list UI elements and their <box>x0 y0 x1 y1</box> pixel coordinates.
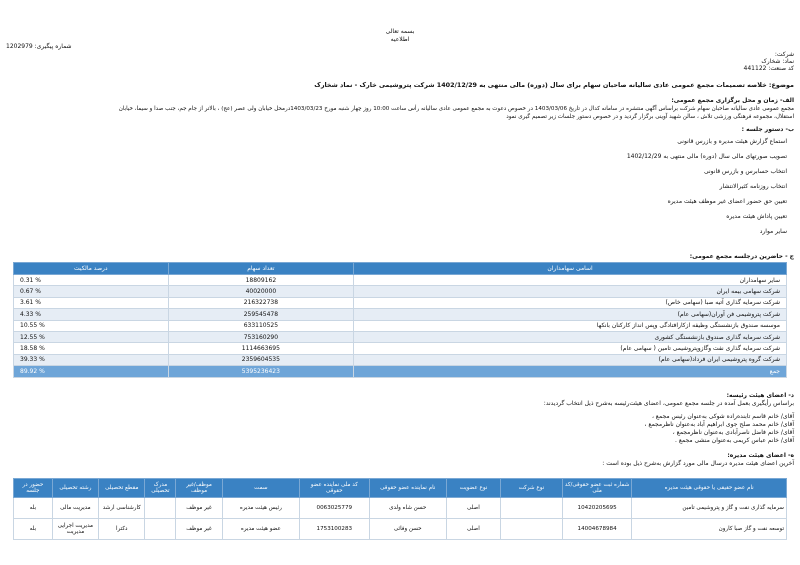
degree <box>145 519 176 540</box>
shareholder-name: سایر سهامداران <box>354 275 787 286</box>
share-count: 18809162 <box>168 275 354 286</box>
total-ownership-percent: % 89.92 <box>14 366 169 377</box>
shareholder-name: شرکت سرمایه گذاری نفت وگازوپتروشیمی تامین ( سهامی عام) <box>354 343 787 354</box>
member-name: سرمایه گذاری نفت و گاز و پتروشیمی تامین <box>632 498 787 519</box>
table-row <box>14 519 787 540</box>
shareholder-name: شرکت سهامی بیمه ایران <box>354 286 787 297</box>
table-row <box>14 286 787 297</box>
ownership-percent: % 18.58 <box>14 343 169 354</box>
section-b-title: ب- دستور جلسه : <box>741 126 794 133</box>
col-company-type: نوع شرکت <box>501 479 563 498</box>
agenda-item: تعیین حق حضور اعضای غیر موظف هیئت مدیره <box>667 198 787 205</box>
agenda-item: استماع گزارش هیئت مدیره و بازرس قانونی <box>677 138 787 145</box>
col-attendance: حضور در جلسه <box>14 479 53 498</box>
col-ownership-percent: درصد مالکیت <box>14 263 169 275</box>
table-row <box>14 343 787 354</box>
industry-code: کد صنعت: 441122 <box>743 65 794 72</box>
representative-id: 0063025779 <box>300 498 370 519</box>
section-c-title: ج - حاضرین درجلسه مجمع عمومی: <box>689 253 794 260</box>
col-field-of-study: رشته تحصیلی <box>52 479 98 498</box>
table-row <box>14 320 787 331</box>
col-registration-number: شماره ثبت عضو حقوقی/کد ملی <box>562 479 632 498</box>
table-row <box>14 309 787 320</box>
share-count: 633110525 <box>168 320 354 331</box>
tracking-value: 1202979 <box>6 43 33 50</box>
position: رئیس هیئت مدیره <box>222 498 299 519</box>
col-member-name: نام عضو حقیقی یا حقوقی هیئت مدیره <box>632 479 787 498</box>
section-a-line1: مجمع عمومی عادی سالیانه صاحبان سهام شرکت براساس آگهی منتشره در سامانه کدال در تاریخ 1403/03/06 در خصوص دعوت به مجمع عمومی عادی سالیانه رأس ساعت 10:00 روز چهار شنبه مورخ 1403/03/23درمحل خیابان ولی عصر (عج) ، بالاتر از جام جم، جنب صدا و سیما، خیابان <box>118 106 794 112</box>
company-label: شرکت: <box>774 51 794 58</box>
col-membership-type: نوع عضویت <box>446 479 500 498</box>
table-row <box>14 297 787 308</box>
agenda-item: انتخاب روزنامه کثیرالانتشار <box>719 183 787 190</box>
field-of-study: مدیریت مالی <box>52 498 98 519</box>
presidium-member: آقای/ خانم محمد صلح جوی ابراهیم آباد به‌عنوان ناظرمجمع ، <box>644 421 794 428</box>
col-degree: مدرک تحصیلی <box>145 479 176 498</box>
section-e-intro: آخرین اعضای هیئت مدیره درسال مالی مورد گزارش به‌شرح ذیل بوده است : <box>602 460 794 467</box>
table-row <box>14 498 787 519</box>
shareholder-name: شرکت پتروشیمی فن آوران(سهامی عام) <box>354 309 787 320</box>
section-a-line2: استقلال، مجموعه فرهنگی ورزشی تلاش ، سالن شهید آوینی برگزار گردید و در خصوص دستور جلسات زیر تصمیم گیری نمود <box>506 114 794 120</box>
membership-type: اصلی <box>446 519 500 540</box>
share-count: 753160290 <box>168 331 354 342</box>
membership-type: اصلی <box>446 498 500 519</box>
ownership-percent: % 10.55 <box>14 320 169 331</box>
shareholder-name: شرکت سرمایه گذاری آتیه صبا (سهامی خاص) <box>354 297 787 308</box>
board-members-table <box>13 478 787 540</box>
section-d-title: د- اعضای هیئت رئیسه: <box>726 392 794 399</box>
symbol-label: نماد: شخارک <box>761 58 794 65</box>
shareholders-table <box>13 262 787 378</box>
shareholder-name: شرکت گروه پتروشیمی ایران فرداد(سهامی عام) <box>354 354 787 365</box>
ownership-percent: % 12.55 <box>14 331 169 342</box>
shareholder-name: موسسه صندوق بازنشستگی وظیفه ازکارافتادگی وپس انداز کارکنان بانکها <box>354 320 787 331</box>
subject: موضوع: خلاصه تصمیمات مجمع عمومی عادی سالیانه صاحبان سهام برای سال (دوره) مالی منتهی به 1402/12/29 شرکت پتروشیمی خارک - نماد شخارک <box>314 81 794 89</box>
col-representative-id: کد ملی نماینده عضو حقوقی <box>300 479 370 498</box>
shareholder-name: شرکت سرمایه گذاری صندوق بازنشستگی کشوری <box>354 331 787 342</box>
ownership-percent: % 0.31 <box>14 275 169 286</box>
agenda-item: انتخاب حسابرس و بازرس قانونی <box>704 168 787 175</box>
col-degree-level: مقطع تحصیلی <box>99 479 145 498</box>
col-shareholder-name: اسامی سهامداران <box>354 263 787 275</box>
tracking-number <box>6 43 72 50</box>
ownership-percent: % 0.67 <box>14 286 169 297</box>
table-row <box>14 354 787 365</box>
executive-status: غیر موظف <box>176 498 222 519</box>
total-share-count: 5395236423 <box>168 366 354 377</box>
col-share-count: تعداد سهام <box>168 263 354 275</box>
degree-level: کارشناسی ارشد <box>99 498 145 519</box>
field-of-study: مدیریت اجرایی مدیریت <box>52 519 98 540</box>
share-count: 40020000 <box>168 286 354 297</box>
representative-id: 1753100283 <box>300 519 370 540</box>
company-type <box>501 519 563 540</box>
ownership-percent: % 3.61 <box>14 297 169 308</box>
member-name: توسعه نفت و گاز صبا کارون <box>632 519 787 540</box>
presidium-member: آقای/ خانم فاضل ناصرآبادی به‌عنوان ناظرمجمع ، <box>672 429 794 436</box>
notice-title: اطلاعیه <box>390 36 410 43</box>
executive-status: غیر موظف <box>176 519 222 540</box>
share-count: 1114663695 <box>168 343 354 354</box>
company-type <box>501 498 563 519</box>
table-total-row <box>14 366 787 377</box>
share-count: 216322738 <box>168 297 354 308</box>
agenda-item: تصویب صورتهای مالی سال (دوره) مالی منتهی به 1402/12/29 <box>626 153 787 160</box>
presidium-member: آقای/ خانم عباس کریمی به‌عنوان منشی مجمع . <box>675 437 794 444</box>
share-count: 2359604535 <box>168 354 354 365</box>
section-d-intro: براساس رأیگیری بعمل آمده در جلسه مجمع عمومی، اعضای هیئت‌رئیسه به‌شرح ذیل انتخاب گردیدند: <box>543 400 794 407</box>
agenda-item: سایر موارد <box>759 228 787 235</box>
section-e-title: ه- اعضای هیئت مدیره: <box>727 452 794 459</box>
registration-number: 14004678984 <box>562 519 632 540</box>
degree <box>145 498 176 519</box>
representative-name: حسن شاه ولدی <box>369 498 446 519</box>
table-row <box>14 275 787 286</box>
col-representative-name: نام نماینده عضو حقوقی <box>369 479 446 498</box>
share-count: 259545478 <box>168 309 354 320</box>
bismillah: بسمه تعالی <box>385 28 415 35</box>
col-executive-status: موظف/غیر موظف <box>176 479 222 498</box>
tracking-label: شماره پیگیری: <box>34 43 72 50</box>
total-label: جمع <box>354 366 787 377</box>
degree-level: دکترا <box>99 519 145 540</box>
presidium-member: آقای/ خانم قاسم تابنده‌راده شوکی به‌عنوان رئیس مجمع ، <box>651 413 794 420</box>
col-position: سمت <box>222 479 299 498</box>
table-row <box>14 331 787 342</box>
ownership-percent: % 4.33 <box>14 309 169 320</box>
attendance: بله <box>14 519 53 540</box>
position: عضو هیئت مدیره <box>222 519 299 540</box>
agenda-item: تعیین پاداش هیئت مدیره <box>726 213 787 220</box>
section-a-title: الف- زمان و محل برگزاری مجمع عمومی: <box>671 97 794 104</box>
representative-name: حسن وفائی <box>369 519 446 540</box>
registration-number: 10420205695 <box>562 498 632 519</box>
ownership-percent: % 39.33 <box>14 354 169 365</box>
attendance: بله <box>14 498 53 519</box>
